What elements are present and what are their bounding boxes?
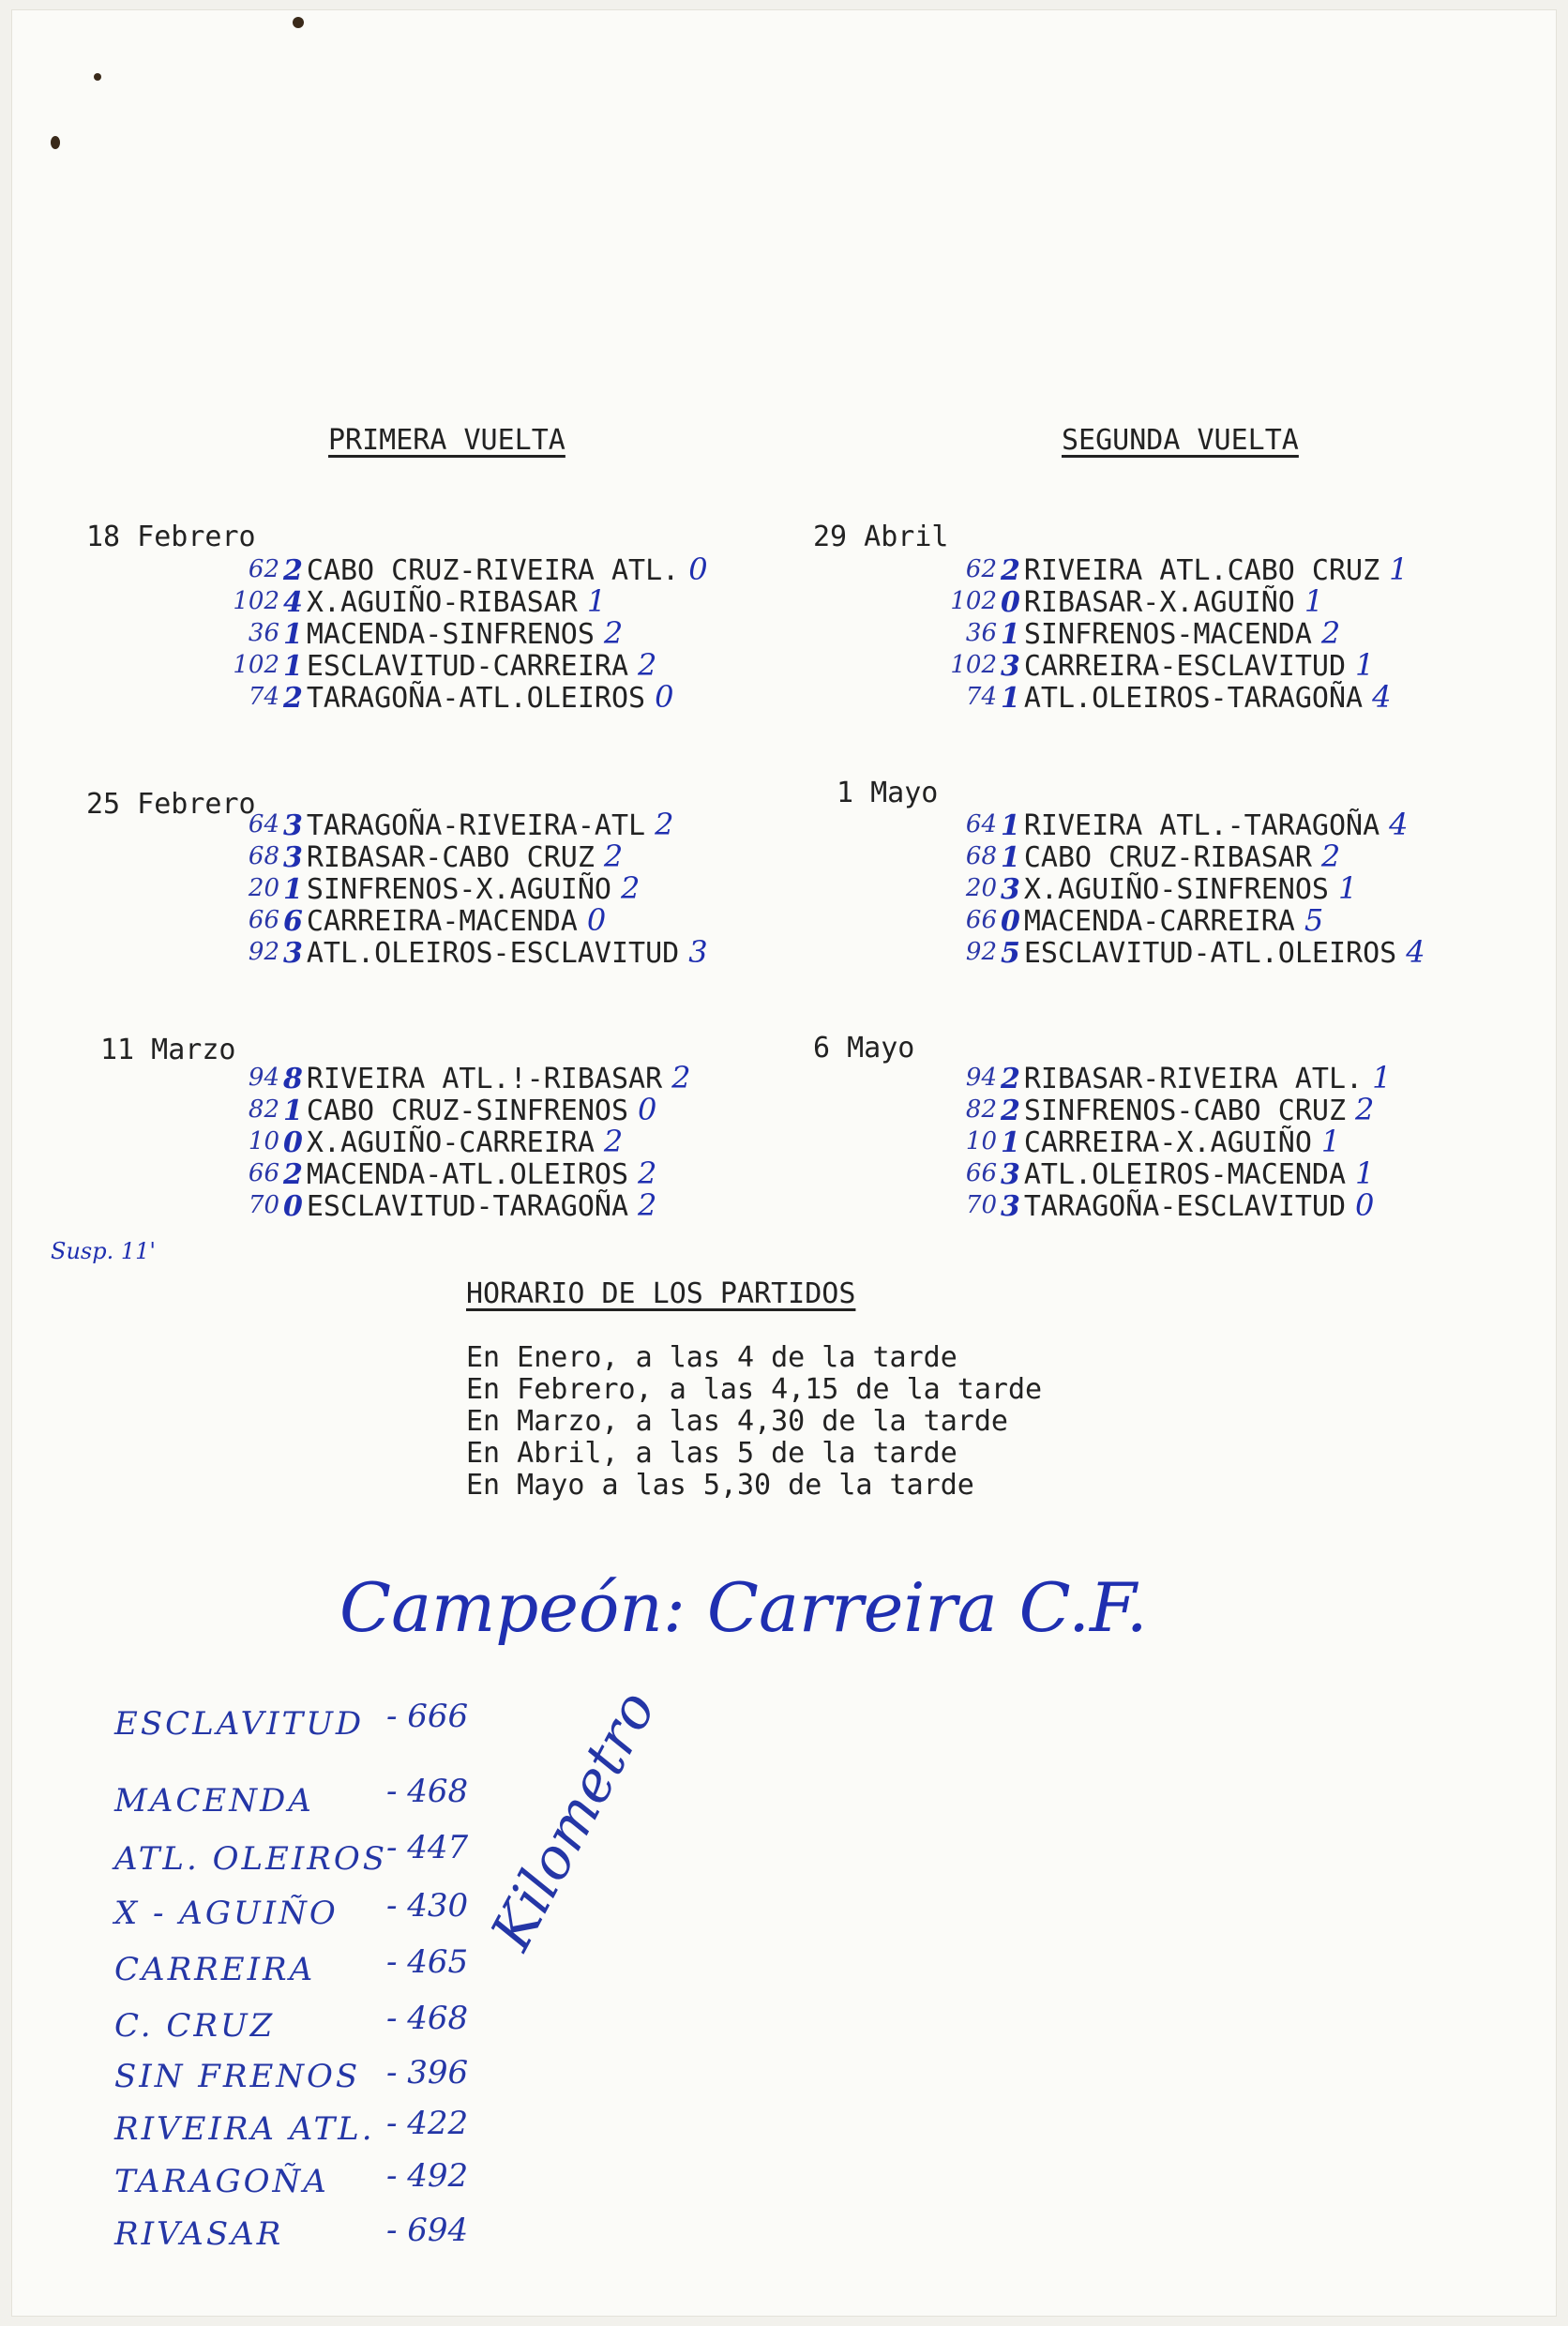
schedule-line: En Abril, a las 5 de la tarde bbox=[466, 1437, 957, 1470]
match-mark: 0 bbox=[283, 1190, 303, 1223]
distance-km: - 430 bbox=[386, 1887, 469, 1925]
first-round-heading: PRIMERA VUELTA bbox=[328, 424, 565, 457]
km-note: 66 bbox=[248, 1159, 279, 1187]
match-score: 2 bbox=[638, 1155, 657, 1191]
match-teams: RIVEIRA ATL.!-RIBASAR bbox=[306, 1063, 663, 1095]
match-mark: 1 bbox=[1001, 682, 1020, 715]
distance-km: - 447 bbox=[386, 1829, 469, 1866]
distance-km: - 396 bbox=[386, 2054, 469, 2092]
match-teams: RIBASAR-X.AGUIÑO bbox=[1023, 586, 1295, 619]
schedule-line: En Mayo a las 5,30 de la tarde bbox=[466, 1469, 974, 1502]
match-teams: ATL.OLEIROS-MACENDA bbox=[1023, 1158, 1347, 1191]
match-row bbox=[248, 838, 624, 874]
distance-team: C. CRUZ bbox=[114, 2007, 276, 2045]
km-note: 20 bbox=[248, 874, 279, 902]
match-row bbox=[965, 551, 1409, 587]
match-row bbox=[248, 1092, 657, 1127]
match-teams: ESCLAVITUD-ATL.OLEIROS bbox=[1023, 937, 1397, 970]
match-teams: X.AGUIÑO-SINFRENOS bbox=[1023, 873, 1329, 906]
match-score: 1 bbox=[1372, 1060, 1392, 1095]
match-score: 1 bbox=[1337, 870, 1358, 906]
match-row bbox=[965, 838, 1341, 874]
distance-team: TARAGOÑA bbox=[114, 2163, 329, 2200]
match-row bbox=[965, 902, 1324, 938]
kilometro-note: Kilometro bbox=[478, 1680, 670, 1960]
match-teams: CARREIRA-ESCLAVITUD bbox=[1023, 650, 1347, 683]
match-row bbox=[965, 1092, 1375, 1127]
km-note: 62 bbox=[965, 555, 997, 583]
match-score: 2 bbox=[603, 1124, 624, 1159]
second-round-heading: SEGUNDA VUELTA bbox=[1062, 424, 1299, 457]
match-row bbox=[248, 551, 708, 587]
distance-team: CARREIRA bbox=[114, 1951, 316, 1988]
match-mark: 2 bbox=[1001, 1063, 1020, 1095]
match-score: 1 bbox=[1304, 583, 1324, 619]
km-note: 102 bbox=[233, 587, 279, 615]
match-mark: 2 bbox=[283, 1158, 303, 1191]
match-score: 2 bbox=[603, 838, 624, 874]
match-teams: CABO CRUZ-SINFRENOS bbox=[306, 1095, 629, 1127]
match-teams: MACENDA-ATL.OLEIROS bbox=[306, 1158, 629, 1191]
km-note: 92 bbox=[965, 938, 997, 966]
match-teams: RIVEIRA ATL.CABO CRUZ bbox=[1023, 554, 1380, 587]
match-score: 1 bbox=[1355, 1155, 1375, 1191]
match-score: 2 bbox=[655, 807, 674, 842]
match-score: 0 bbox=[586, 902, 607, 938]
distance-km: - 492 bbox=[386, 2157, 469, 2195]
match-teams: TARAGOÑA-ESCLAVITUD bbox=[1023, 1190, 1347, 1223]
km-note: 36 bbox=[248, 619, 279, 647]
match-mark: 8 bbox=[283, 1063, 303, 1095]
km-note: 66 bbox=[248, 906, 279, 934]
match-mark: 4 bbox=[283, 586, 303, 619]
distance-km: - 666 bbox=[386, 1698, 469, 1735]
match-score: 0 bbox=[638, 1092, 657, 1127]
match-mark: 3 bbox=[1001, 1190, 1020, 1223]
match-row bbox=[965, 1060, 1392, 1095]
match-mark: 3 bbox=[283, 809, 303, 842]
match-score: 2 bbox=[603, 615, 624, 651]
km-note: 66 bbox=[965, 1159, 997, 1187]
match-teams: RIBASAR-RIVEIRA ATL. bbox=[1023, 1063, 1364, 1095]
match-row bbox=[248, 1124, 624, 1159]
match-teams: SINFRENOS-CABO CRUZ bbox=[1023, 1095, 1347, 1127]
match-mark: 0 bbox=[1001, 905, 1020, 938]
match-score: 2 bbox=[1320, 615, 1341, 651]
schedule-title: HORARIO DE LOS PARTIDOS bbox=[466, 1277, 856, 1310]
schedule-line: En Marzo, a las 4,30 de la tarde bbox=[466, 1405, 1008, 1438]
match-teams: ATL.OLEIROS-TARAGOÑA bbox=[1023, 682, 1364, 715]
distance-km: - 694 bbox=[386, 2212, 469, 2249]
round-date: 25 Febrero bbox=[86, 788, 256, 821]
match-mark: 2 bbox=[283, 682, 303, 715]
distance-km: - 465 bbox=[386, 1943, 469, 1981]
match-mark: 1 bbox=[1001, 618, 1020, 651]
distance-team: ATL. OLEIROS bbox=[114, 1840, 388, 1878]
match-mark: 0 bbox=[283, 1126, 303, 1159]
km-note: 74 bbox=[248, 683, 279, 711]
km-note: 68 bbox=[965, 842, 997, 870]
match-row bbox=[248, 615, 624, 651]
match-teams: CABO CRUZ-RIVEIRA ATL. bbox=[306, 554, 680, 587]
match-teams: RIBASAR-CABO CRUZ bbox=[306, 841, 595, 874]
km-note: 10 bbox=[248, 1127, 279, 1155]
km-note: 82 bbox=[248, 1095, 279, 1124]
match-teams: TARAGOÑA-RIVEIRA-ATL bbox=[306, 809, 646, 842]
match-score: 0 bbox=[688, 551, 708, 587]
match-mark: 0 bbox=[1001, 586, 1020, 619]
match-row bbox=[965, 1155, 1375, 1191]
match-mark: 1 bbox=[283, 650, 303, 683]
match-row bbox=[965, 1124, 1341, 1159]
km-note: 68 bbox=[248, 842, 279, 870]
ink-stain bbox=[293, 17, 304, 28]
match-mark: 2 bbox=[283, 554, 303, 587]
match-teams: MACENDA-SINFRENOS bbox=[306, 618, 595, 651]
km-note: 66 bbox=[965, 906, 997, 934]
distance-km: - 468 bbox=[386, 2000, 469, 2037]
match-score: 4 bbox=[1389, 807, 1409, 842]
match-teams: ATL.OLEIROS-ESCLAVITUD bbox=[306, 937, 680, 970]
km-note: 64 bbox=[965, 810, 997, 838]
match-row bbox=[248, 902, 607, 938]
distance-team: X - AGUIÑO bbox=[114, 1895, 339, 1932]
match-mark: 6 bbox=[283, 905, 303, 938]
km-note: 94 bbox=[248, 1064, 279, 1092]
match-mark: 3 bbox=[1001, 650, 1020, 683]
match-row bbox=[965, 807, 1409, 842]
match-teams: CABO CRUZ-RIBASAR bbox=[1023, 841, 1312, 874]
match-mark: 3 bbox=[283, 841, 303, 874]
match-row bbox=[248, 934, 708, 970]
km-note: 70 bbox=[248, 1191, 279, 1219]
km-note: 62 bbox=[248, 555, 279, 583]
match-mark: 5 bbox=[1001, 937, 1020, 970]
match-score: 2 bbox=[671, 1060, 691, 1095]
match-row bbox=[248, 807, 674, 842]
match-score: 4 bbox=[1406, 934, 1425, 970]
distance-km: - 422 bbox=[386, 2105, 469, 2142]
match-teams: CARREIRA-MACENDA bbox=[306, 905, 578, 938]
ink-stain bbox=[51, 136, 60, 149]
match-teams: RIVEIRA ATL.-TARAGOÑA bbox=[1023, 809, 1380, 842]
champion-note: Campeón: Carreira C.F. bbox=[339, 1568, 1148, 1647]
match-row bbox=[950, 583, 1324, 619]
round-date: 1 Mayo bbox=[837, 777, 939, 809]
match-teams: X.AGUIÑO-RIBASAR bbox=[306, 586, 578, 619]
km-note: 92 bbox=[248, 938, 279, 966]
match-row bbox=[233, 583, 607, 619]
match-score: 3 bbox=[688, 934, 708, 970]
round-date: 11 Marzo bbox=[100, 1034, 236, 1066]
match-score: 2 bbox=[1320, 838, 1341, 874]
match-teams: CARREIRA-X.AGUIÑO bbox=[1023, 1126, 1312, 1159]
match-row bbox=[965, 870, 1358, 906]
distance-km: - 468 bbox=[386, 1773, 469, 1810]
match-score: 5 bbox=[1304, 902, 1324, 938]
distance-team: SIN FRENOS bbox=[114, 2058, 361, 2095]
match-score: 1 bbox=[1355, 647, 1375, 683]
match-score: 1 bbox=[586, 583, 607, 619]
match-teams: TARAGOÑA-ATL.OLEIROS bbox=[306, 682, 646, 715]
match-score: 2 bbox=[638, 647, 657, 683]
match-row bbox=[248, 1155, 657, 1191]
match-mark: 1 bbox=[283, 618, 303, 651]
match-mark: 1 bbox=[283, 873, 303, 906]
match-teams: MACENDA-CARREIRA bbox=[1023, 905, 1295, 938]
distance-team: MACENDA bbox=[114, 1782, 314, 1820]
match-row bbox=[248, 1187, 657, 1223]
round-date: 6 Mayo bbox=[813, 1032, 915, 1065]
match-row bbox=[233, 647, 657, 683]
km-note: 102 bbox=[233, 651, 279, 679]
match-row bbox=[248, 679, 674, 715]
match-row bbox=[248, 870, 641, 906]
match-mark: 3 bbox=[283, 937, 303, 970]
match-score: 0 bbox=[655, 679, 674, 715]
match-row bbox=[965, 934, 1425, 970]
round-date: 18 Febrero bbox=[86, 521, 256, 553]
match-score: 2 bbox=[620, 870, 641, 906]
km-note: 64 bbox=[248, 810, 279, 838]
suspension-note: Susp. 11' bbox=[51, 1238, 156, 1264]
match-row bbox=[965, 615, 1341, 651]
match-score: 2 bbox=[1355, 1092, 1375, 1127]
km-note: 36 bbox=[965, 619, 997, 647]
schedule-line: En Febrero, a las 4,15 de la tarde bbox=[466, 1373, 1043, 1406]
match-row bbox=[950, 647, 1375, 683]
schedule-line: En Enero, a las 4 de la tarde bbox=[466, 1341, 957, 1374]
match-mark: 3 bbox=[1001, 873, 1020, 906]
match-row bbox=[965, 679, 1392, 715]
distance-team: ESCLAVITUD bbox=[114, 1705, 365, 1743]
match-score: 2 bbox=[638, 1187, 657, 1223]
km-note: 70 bbox=[965, 1191, 997, 1219]
match-score: 1 bbox=[1389, 551, 1409, 587]
match-mark: 2 bbox=[1001, 1095, 1020, 1127]
km-note: 20 bbox=[965, 874, 997, 902]
distance-team: RIVEIRA ATL. bbox=[114, 2110, 375, 2148]
match-score: 4 bbox=[1372, 679, 1392, 715]
km-note: 102 bbox=[950, 651, 997, 679]
distance-team: RIVASAR bbox=[114, 2215, 284, 2253]
match-mark: 1 bbox=[283, 1095, 303, 1127]
match-mark: 1 bbox=[1001, 841, 1020, 874]
match-mark: 3 bbox=[1001, 1158, 1020, 1191]
match-row bbox=[248, 1060, 691, 1095]
km-note: 102 bbox=[950, 587, 997, 615]
match-score: 0 bbox=[1355, 1187, 1375, 1223]
match-teams: X.AGUIÑO-CARREIRA bbox=[306, 1126, 595, 1159]
match-teams: SINFRENOS-X.AGUIÑO bbox=[306, 873, 611, 906]
km-note: 82 bbox=[965, 1095, 997, 1124]
match-teams: ESCLAVITUD-TARAGOÑA bbox=[306, 1190, 629, 1223]
km-note: 94 bbox=[965, 1064, 997, 1092]
match-mark: 1 bbox=[1001, 1126, 1020, 1159]
round-date: 29 Abril bbox=[813, 521, 949, 553]
match-score: 1 bbox=[1320, 1124, 1341, 1159]
match-mark: 2 bbox=[1001, 554, 1020, 587]
match-row bbox=[965, 1187, 1375, 1223]
km-note: 74 bbox=[965, 683, 997, 711]
match-teams: SINFRENOS-MACENDA bbox=[1023, 618, 1312, 651]
document-sheet bbox=[11, 9, 1557, 2317]
ink-stain bbox=[94, 73, 101, 81]
km-note: 10 bbox=[965, 1127, 997, 1155]
match-teams: ESCLAVITUD-CARREIRA bbox=[306, 650, 629, 683]
match-mark: 1 bbox=[1001, 809, 1020, 842]
